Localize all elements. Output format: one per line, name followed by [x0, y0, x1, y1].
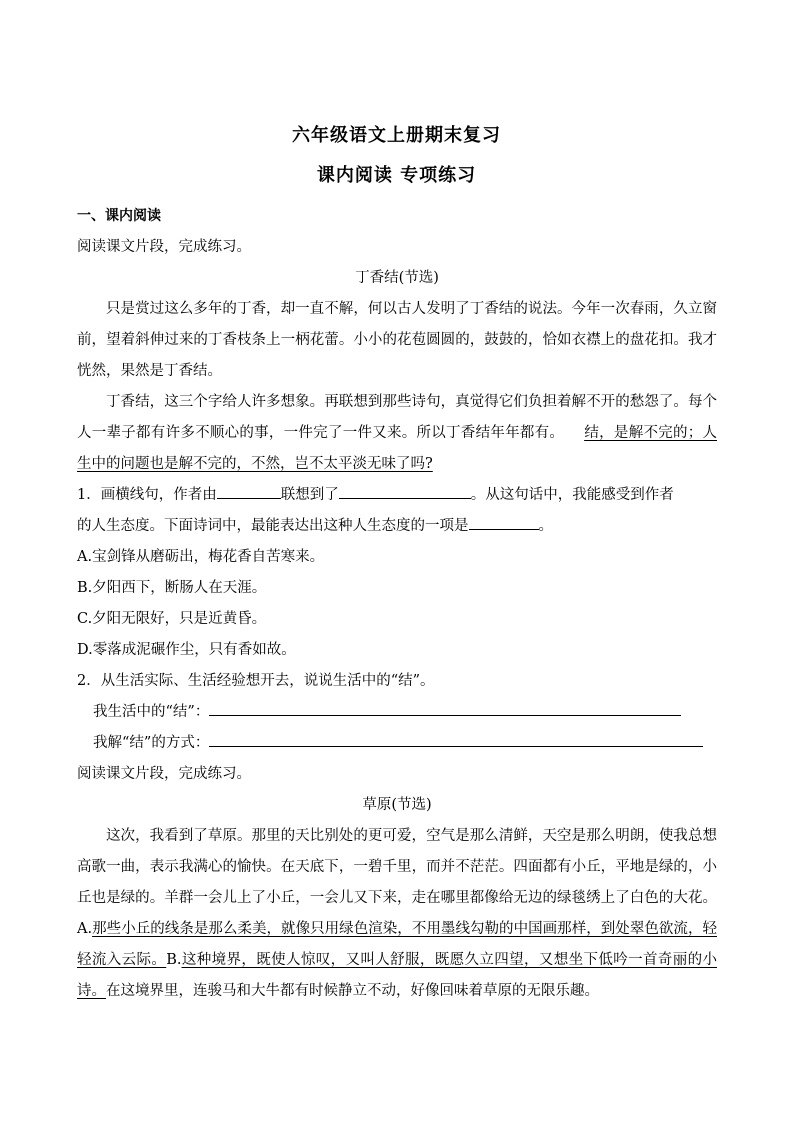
question-2-line-2 [77, 728, 717, 759]
question-1-text-c: 。从这句话中，我能感受到作者 [470, 487, 674, 503]
page-title: 六年级语文上册期末复习 [292, 125, 501, 146]
option-b: B.夕阳西下，断肠人在天涯。 [77, 580, 267, 596]
question-1-line-1 [77, 480, 717, 511]
option-d: D.零落成泥碾作尘，只有香如故。 [77, 642, 296, 658]
question-2-prompt: 2．从生活实际、生活经验想开去，说说生活中的“结”。 [77, 673, 435, 689]
passage1-paragraph-2 [77, 387, 717, 480]
passage2-text-1: 这次，我看到了草原。那里的天比别处的更可爱，空气是那么清鲜，天空是那么明朗，使我总想高歌一曲，表示我满心的愉快。在天底下，一碧千里，而并不茫茫。四面都有小丘，平地是绿的，小丘也是绿的。羊群一会儿上了小丘，一会儿又下来，走在哪里都像给无边的绿毯绣上了白色的大花。 [77, 828, 717, 906]
option-a: A.宝剑锋从磨砺出，梅花香自苦寒来。 [77, 549, 325, 565]
question-1-text-a: 1．画横线句，作者由 [77, 487, 217, 503]
answer-blank-1[interactable] [217, 481, 281, 499]
document-body [77, 201, 717, 1007]
question-2-label-2: 我解“结”的方式： [93, 735, 210, 751]
reading-instruction-2: 阅读课文片段，完成练习。 [77, 766, 251, 782]
passage1-paragraph-2-text: 丁香结，这三个字给人许多想象。再联想到那些诗句，真觉得它们负担着解不开的愁怨了。每个人一辈子都有许多不顺心的事，一件完了一件又来。所以丁香结年年都有。 [77, 394, 717, 441]
answer-blank-3[interactable] [469, 512, 539, 530]
underlined-sentence-b: 这种境界，既使人惊叹，又叫人舒服，既愿久立四望，又想坐下低吟一首奇丽的小诗。 [77, 952, 717, 999]
passage1-paragraph-1: 只是赏过这么多年的丁香，却一直不解，何以古人发明了丁香结的说法。今年一次春雨，久立窗前，望着斜伸过来的丁香枝条上一柄花蕾。小小的花苞圆圆的，鼓鼓的，恰如衣襟上的盘花扣。我才恍然，果然是丁香结。 [77, 301, 717, 379]
question-1-text-d: 的人生态度。下面诗词中，最能表达出这种人生态度的一项是 [77, 518, 469, 534]
option-c: C.夕阳无限好，只是近黄昏。 [77, 611, 267, 627]
question-1-text-b: 联想到了 [280, 487, 339, 503]
answer-line-1[interactable] [209, 698, 681, 716]
answer-blank-2[interactable] [339, 481, 471, 499]
underlined-sentence: 结，是解不完的；人生中的问题也是解不完的，不然，岂不太平淡无味了吗? [77, 425, 717, 472]
question-2-label-1: 我生活中的“结”： [93, 704, 210, 720]
answer-line-2[interactable] [209, 729, 703, 747]
passage-title-caoyuan: 草原(节选) [362, 797, 432, 813]
page-subtitle: 课内阅读 专项练习 [316, 165, 477, 186]
passage2-paragraph [77, 821, 717, 1007]
question-2-line-1 [77, 697, 717, 728]
passage-title-dingxiangjie: 丁香结(节选) [355, 270, 439, 286]
section-heading: 一、课内阅读 [77, 208, 161, 224]
sentence-a-label: A. [77, 921, 93, 937]
underlined-sentence-a: 那些小丘的线条是那么柔美，就像只用绿色渲染，不用墨线勾勒的中国画那样，到处翠色欲流，轻轻流入云际。 [77, 921, 717, 968]
reading-instruction-1: 阅读课文片段，完成练习。 [77, 239, 251, 255]
passage2-text-2: 在这境界里，连骏马和大牛都有时候静立不动，好像回味着草原的无限乐趣。 [106, 983, 599, 999]
question-1-line-2 [77, 511, 717, 542]
sentence-b-label: B. [166, 952, 182, 968]
question-1-text-e: 。 [538, 518, 553, 534]
